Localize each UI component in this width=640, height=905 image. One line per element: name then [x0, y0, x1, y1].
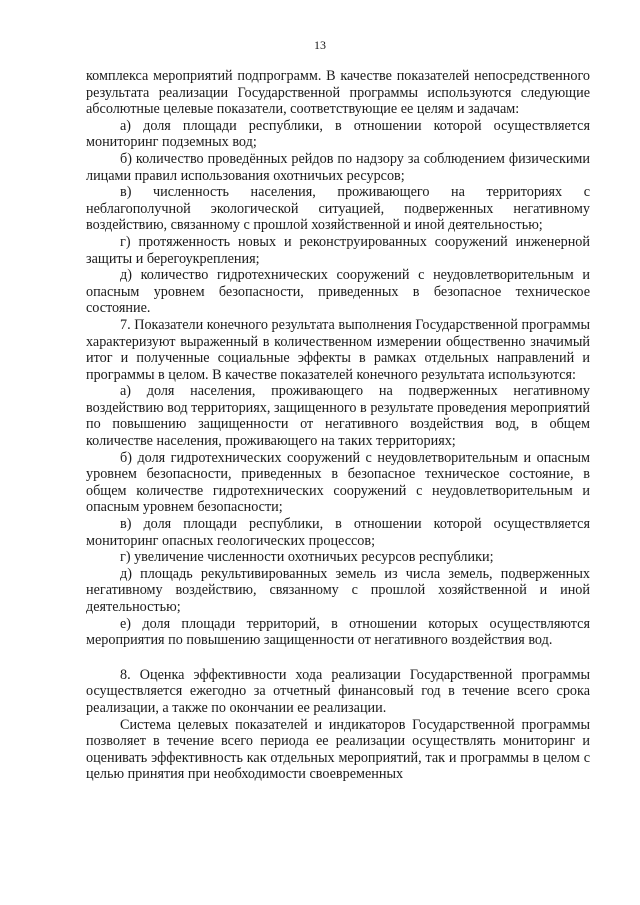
document-body: [86, 68, 590, 783]
list-item-v: в) численность населения, проживающего на территориях с неблагополучной экологической ситуацией, подверженных негативному воздействию, связанному с прошлой хозяйственной и иной деятельностью;: [86, 184, 590, 234]
list-item-b: б) доля гидротехнических сооружений с неудовлетворительным и опасным уровнем безопасности, приведенных в безопасное техническое состояние, в общем количестве гидротехнических сооружений с неудовлетворительным и опасным уровнем безопасности;: [86, 449, 590, 516]
list-item-a: а) доля населения, проживающего на подверженных негативному воздействию вод территориях, защищенного в результате проведения мероприятий по повышению защищенности от негативного воздействия вод, в общем количестве населения, проживающего на таких территориях;: [86, 383, 590, 450]
list-item-g: г) протяженность новых и реконструированных сооружений инженерной защиты и берегоукрепления;: [86, 233, 590, 267]
list-item-e: е) доля площади территорий, в отношении которых осуществляются мероприятия по повышению защищенности от негативного воздействия вод.: [86, 615, 590, 649]
paragraph-gap: [86, 649, 590, 667]
paragraph-system: Система целевых показателей и индикаторов Государственной программы позволяет в течение всего периода ее реализации осуществлять мониторинг и оценивать эффективность как отдельных мероприятий, так и программы в целом с целью принятия при необходимости своевременных: [86, 716, 590, 783]
list-item-b: б) количество проведённых рейдов по надзору за соблюдением физическими лицами правил использования охотничьих ресурсов;: [86, 150, 590, 184]
list-item-a: а) доля площади республики, в отношении которой осуществляется мониторинг подземных вод;: [86, 117, 590, 151]
page-number: 13: [314, 38, 326, 52]
paragraph-intro: комплекса мероприятий подпрограмм. В качестве показателей непосредственного результата реализации Государственной программы используются следующие абсолютные целевые показатели, соответствующие ее целям и задачам:: [86, 68, 590, 118]
list-item-g: г) увеличение численности охотничьих ресурсов республики;: [120, 549, 494, 566]
list-item-d: д) количество гидротехнических сооружений с неудовлетворительным и опасным уровнем безопасности, приведенных в безопасное техническое состояние.: [86, 267, 590, 317]
paragraph-8: 8. Оценка эффективности хода реализации Государственной программы осуществляется ежегодно за отчетный финансовый год в течение всего срока реализации, а также по окончании ее реализации.: [86, 666, 590, 716]
paragraph-7: 7. Показатели конечного результата выполнения Государственной программы характеризуют выраженный в количественном измерении общественно значимый итог и полученные социальные эффекты в рамках отдельных направлений и программы в целом. В качестве показателей конечного результата используются:: [86, 316, 590, 383]
list-item-v: в) доля площади республики, в отношении которой осуществляется мониторинг опасных геологических процессов;: [86, 516, 590, 549]
list-item-d: д) площадь рекультивированных земель из числа земель, подверженных негативному воздействию, связанному с прошлой хозяйственной и иной деятельностью;: [86, 565, 590, 615]
